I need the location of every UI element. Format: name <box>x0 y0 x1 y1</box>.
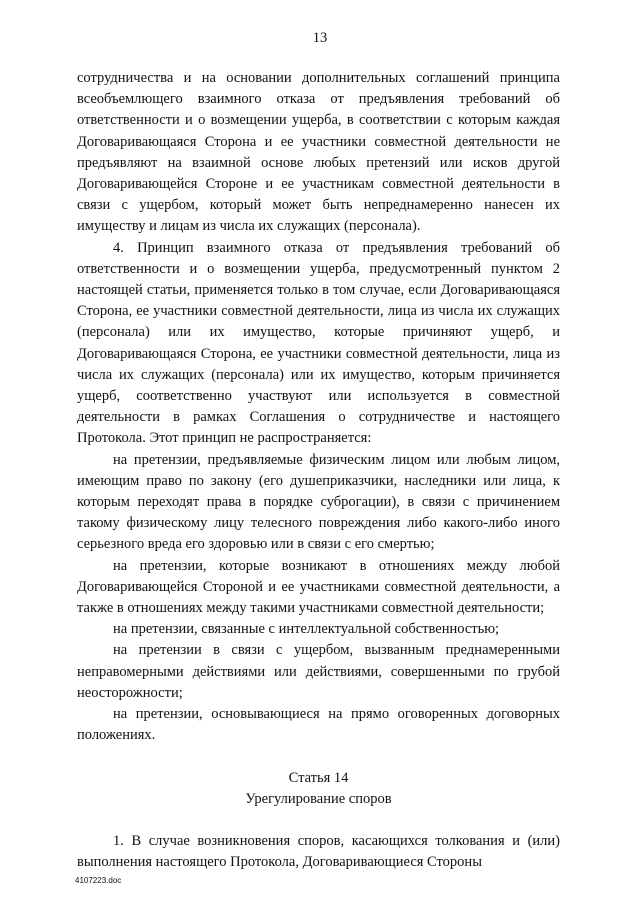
paragraph: на претензии, которые возникают в отношениях между любой Договаривающейся Стороной и ее участниками совместной деятельности, а также в отношениях между такими участниками совместной деятельности; <box>77 557 560 617</box>
document-footer: 4107223.doc <box>75 876 122 885</box>
article-title: Урегулирование споров <box>245 790 392 807</box>
paragraph: на претензии, основывающиеся на прямо оговоренных договорных положениях. <box>77 706 560 744</box>
paragraph: на претензии, связанные с интеллектуальной собственностью; <box>113 621 500 638</box>
article-heading <box>77 768 560 810</box>
paragraph: на претензии в связи с ущербом, вызванным преднамеренными неправомерными действиями или действиями, совершенными по грубой неосторожности; <box>77 642 560 701</box>
document-body <box>77 68 560 873</box>
paragraph: 4. Принцип взаимного отказа от предъявления требований об ответственности и о возмещении ущерба, предусмотренный пунктом 2 настоящей статьи, применяется только в том случае, если Договаривающаяся Сторона, ее участники совместной деятельности, лица из числа их служащих (персонала) или их имущество, которые причиняют ущерб, и Договаривающаяся Сторона, ее участники совместной деятельности, лица из числа их служащих (персонала) или их имущество, которым причиняется ущерб, соответственно участвуют или используется в совместной деятельности в рамках Соглашения о сотрудничестве и настоящего Протокола. Этот принцип не распространяется: <box>77 239 560 447</box>
article-number: Статья 14 <box>288 769 349 786</box>
paragraph: на претензии, предъявляемые физическим лицом или любым лицом, имеющим право по закону (его душеприказчики, наследники или лица, к которым переходят права в порядке суброгации), в связи с причинением такому физическому лицу телесного повреждения либо какого-либо иного серьезного вреда его здоровью или в связи с его смертью; <box>77 451 560 553</box>
page-number: 13 <box>312 30 328 46</box>
paragraph: 1. В случае возникновения споров, касающихся толкования и (или) выполнения настоящего Протокола, Договаривающиеся Стороны <box>77 832 560 871</box>
paragraph: сотрудничества и на основании дополнительных соглашений принципа всеобъемлющего взаимного отказа от предъявления требований об ответственности и о возмещении ущерба, в соответствии с которым каждая Договаривающаяся Сторона и ее участники совместной деятельности не предъявляют на взаимной основе любых претензий или исков другой Договаривающейся Стороне и ее участникам совместной деятельности в связи с ущербом, который может быть непреднамеренно нанесен их имуществу и лицам из числа их служащих (персонала). <box>77 70 560 235</box>
